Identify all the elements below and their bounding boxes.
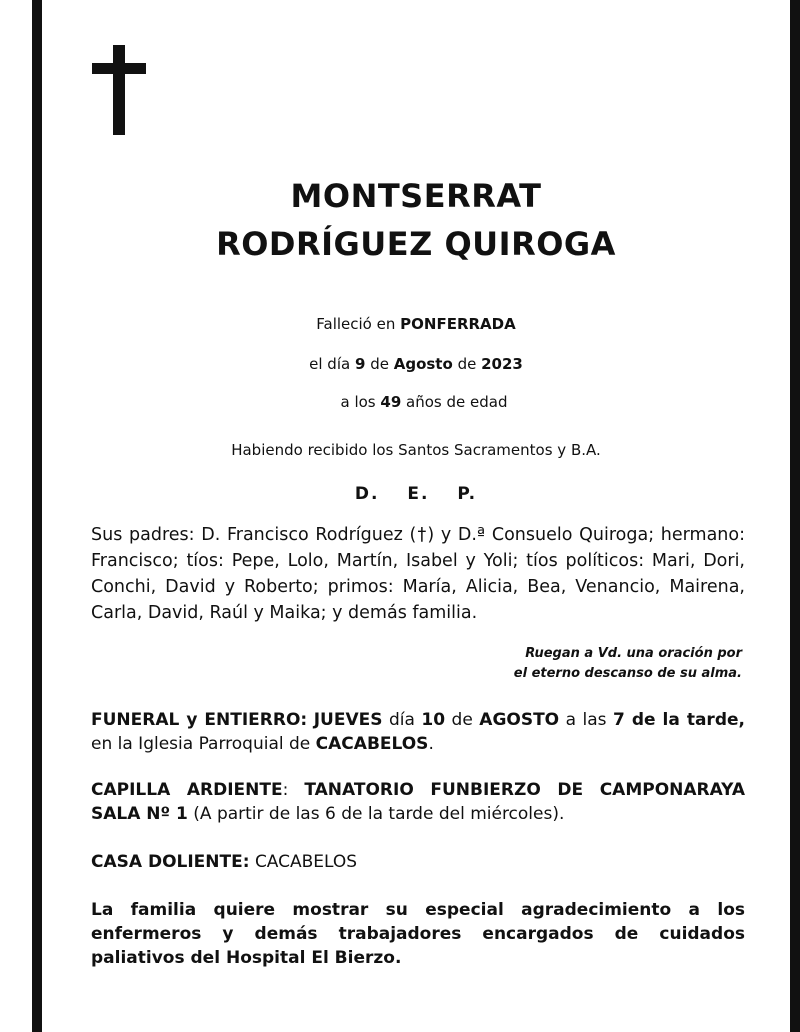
dep-heading: D. E. P.: [354, 484, 478, 504]
right-border: [790, 0, 800, 1032]
funeral-paragraph: FUNERAL y ENTIERRO: JUEVES día 10 de AGOSTO a las 7 de la tarde, en la Iglesia Parroquial de CACABELOS.: [91, 710, 745, 754]
left-border: [32, 0, 42, 1032]
thanks-paragraph: La familia quiere mostrar su especial agradecimiento a los enfermeros y demás trabajadores encargados de cuidados paliativos del Hospital El Bierzo.: [91, 900, 745, 968]
death-place: PONFERRADA: [400, 315, 516, 333]
deceased-first-name: MONTSERRAT: [290, 177, 542, 215]
family-paragraph: Sus padres: D. Francisco Rodríguez (†) y D.ª Consuelo Quiroga; hermano: Francisco; tíos: Pepe, Lolo, Martín, Isabel y Yoli; tíos políticos: Mari, Dori, Conchi, David y Roberto; primos: María, Alicia, Bea, Venancio, Mairena, Carla, David, Raúl y Maika; y demás familia.: [91, 525, 745, 623]
death-date-line: el día 9 de Agosto de 2023: [309, 355, 523, 373]
sacraments-line: Habiendo recibido los Santos Sacramentos y B.A.: [231, 441, 601, 459]
cross-icon: [92, 45, 146, 135]
age-line: a los 49 años de edad: [340, 393, 508, 411]
capilla-paragraph: CAPILLA ARDIENTE: TANATORIO FUNBIERZO DE CAMPONARAYA SALA Nº 1 (A partir de las 6 de la tarde del miércoles).: [91, 780, 745, 824]
deceased-surnames: RODRÍGUEZ QUIROGA: [216, 225, 616, 263]
prayer-request: Ruegan a Vd. una oración por el eterno descanso de su alma.: [513, 646, 742, 681]
casa-doliente-paragraph: CASA DOLIENTE: CACABELOS: [91, 852, 358, 872]
death-place-line: Falleció en PONFERRADA: [316, 315, 516, 333]
